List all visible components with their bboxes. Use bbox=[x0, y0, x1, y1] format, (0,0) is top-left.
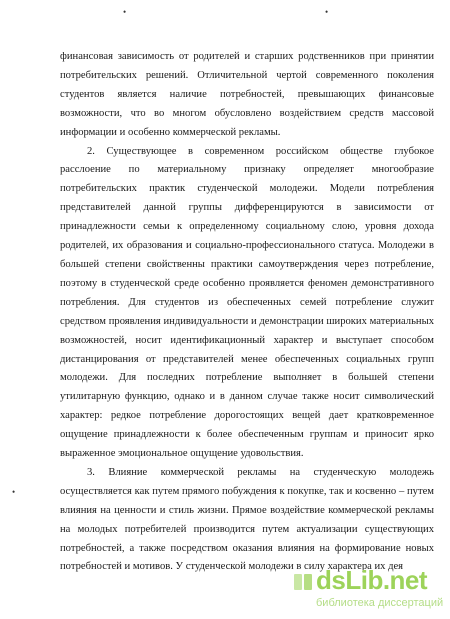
site-watermark[interactable] bbox=[292, 567, 442, 613]
scan-dot-mark: • bbox=[123, 7, 127, 17]
book-icon bbox=[292, 571, 314, 593]
watermark-brand: dsLib.net bbox=[316, 565, 428, 595]
document-body bbox=[60, 48, 434, 577]
watermark-tagline: библиотека диссертаций bbox=[316, 597, 444, 609]
scan-dot-mark: • bbox=[12, 487, 16, 497]
paragraph: 3. Влияние коммерческой рекламы на студенческую молодежь осуществляется как путем прямого побуждения к покупке, так и косвенно – путем влияния на ценности и стиль жизни. Прямое воздействие коммерческой рекламы на молодых потребителей производится путем актуализации существующих потребностей, а также посредством оказания влияния на формирование новых потребностей и мотивов. У студенческой молодежи в силу характера их дея bbox=[60, 466, 434, 573]
scan-dot-mark: • bbox=[325, 7, 329, 17]
paragraph: финансовая зависимость от родителей и старших родственников при принятии потребительских решений. Отличительной чертой современного поколения студентов является наличие потребностей, превышающих финансовые возможности, что во многом обусловлено воздействием средств массовой информации и особенно коммерческой рекламы. bbox=[60, 51, 434, 138]
paragraph: 2. Существующее в современном российском обществе глубокое расслоение по материальному признаку определяет многообразие потребительских практик студенческой молодежи. Модели потребления представителей данной группы дифференцируются в зависимости от принадлежности семьи к определенному социальному слою, уровня дохода родителей, их образования и социально-профессионального статуса. Молодежи в большей степени свойственны практики самоутверждения через потребление, поэтому в студенческой среде особенно проявляется феномен демонстративного потребления. Для студентов из обеспеченных семей потребление служит средством проявления индивидуальности и демонстрации широких материальных возможностей, носит идентификационный характер и выступает способом дистанцирования от представителей менее обеспеченных социальных групп молодежи. Для последних потребление выполняет в большей степени утилитарную функцию, однако и в данном случае также носит символический характер: редкое потребление дорогостоящих вещей дает кратковременное ощущение принадлежности к более обеспеченным группам и приносит ярко выраженное эмоциональное ощущение удовольствия. bbox=[60, 145, 434, 460]
